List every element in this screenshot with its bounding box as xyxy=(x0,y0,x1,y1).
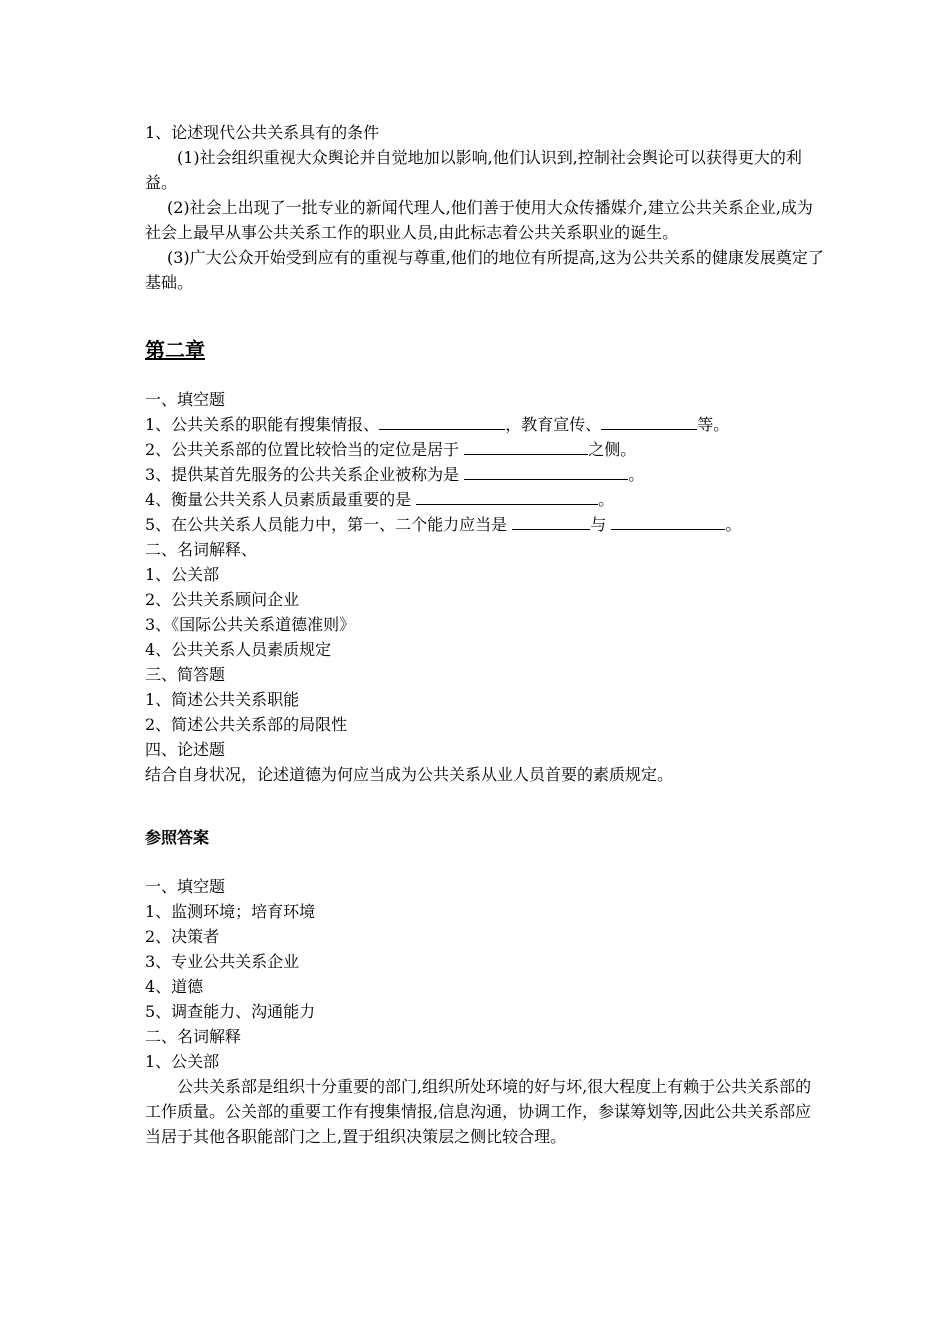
blank-line xyxy=(379,412,505,430)
paragraph-1: (1)社会组织重视大众舆论并自觉地加以影响,他们认识到,控制社会舆论可以获得更大的利益。 xyxy=(145,148,802,192)
essay-heading: 四、论述题 xyxy=(145,740,226,759)
chapter-title: 第二章 xyxy=(145,338,205,362)
paragraph-3: (3)广大公众开始受到应有的重视与尊重,他们的地位有所提高,这为公共关系的健康发展奠定了基础。 xyxy=(145,248,824,292)
blank-line xyxy=(611,512,725,530)
fill-question-5: 5、在公共关系人员能力中，第一、二个能力应当是 与 。 xyxy=(145,512,825,537)
term-item: 1、公关部 xyxy=(145,565,220,584)
terms-heading: 二、名词解释、 xyxy=(145,540,258,559)
blank-line xyxy=(464,462,628,480)
answers-terms-heading: 二、名词解释 xyxy=(145,1027,242,1046)
paragraph-2: (2)社会上出现了一批专业的新闻代理人,他们善于使用大众传播媒介,建立公共关系企业,成为社会上最早从事公共关系工作的职业人员,由此标志着公共关系职业的诞生。 xyxy=(145,198,813,242)
essay-question: 结合自身状况，论述道德为何应当成为公共关系从业人员首要的素质规定。 xyxy=(145,765,674,784)
short-answer-heading: 三、简答题 xyxy=(145,665,226,684)
document-page xyxy=(145,120,825,1149)
answer-item: 5、调查能力、沟通能力 xyxy=(145,1002,316,1021)
fill-question-2: 2、公共关系部的位置比较恰当的定位是居于 之侧。 xyxy=(145,437,825,462)
blank-line xyxy=(512,512,590,530)
blank-line xyxy=(601,412,697,430)
fill-question-4: 4、衡量公共关系人员素质最重要的是 。 xyxy=(145,487,825,512)
fill-question-3: 3、提供某首先服务的公共关系企业被称为是 。 xyxy=(145,462,825,487)
answers-title: 参照答案 xyxy=(145,828,210,847)
answers-term-text: 公共关系部是组织十分重要的部门,组织所处环境的好与坏,很大程度上有赖于公共关系部的工作质量。公关部的重要工作有搜集情报,信息沟通，协调工作，参谋筹划等,因此公共关系部应当居于其他各职能部门之上,置于组织决策层之侧比较合理。 xyxy=(145,1077,812,1146)
fill-heading: 一、填空题 xyxy=(145,390,226,409)
term-item: 3、《国际公共关系道德准则》 xyxy=(145,615,356,634)
blank-line xyxy=(416,487,598,505)
fill-question-1: 1、公共关系的职能有搜集情报、 ，教育宣传、 等。 xyxy=(145,412,825,437)
short-answer-item: 1、简述公共关系职能 xyxy=(145,690,300,709)
answer-item: 3、专业公共关系企业 xyxy=(145,952,300,971)
answer-item: 1、监测环境；培育环境 xyxy=(145,902,316,921)
answer-item: 4、道德 xyxy=(145,977,204,996)
short-answer-item: 2、简述公共关系部的局限性 xyxy=(145,715,348,734)
answer-item: 2、决策者 xyxy=(145,927,220,946)
term-item: 4、公共关系人员素质规定 xyxy=(145,640,332,659)
answers-term-title: 1、公关部 xyxy=(145,1052,220,1071)
blank-line xyxy=(464,437,588,455)
section-title: 1、论述现代公共关系具有的条件 xyxy=(145,123,380,142)
term-item: 2、公共关系顾问企业 xyxy=(145,590,300,609)
answers-fill-heading: 一、填空题 xyxy=(145,877,226,896)
